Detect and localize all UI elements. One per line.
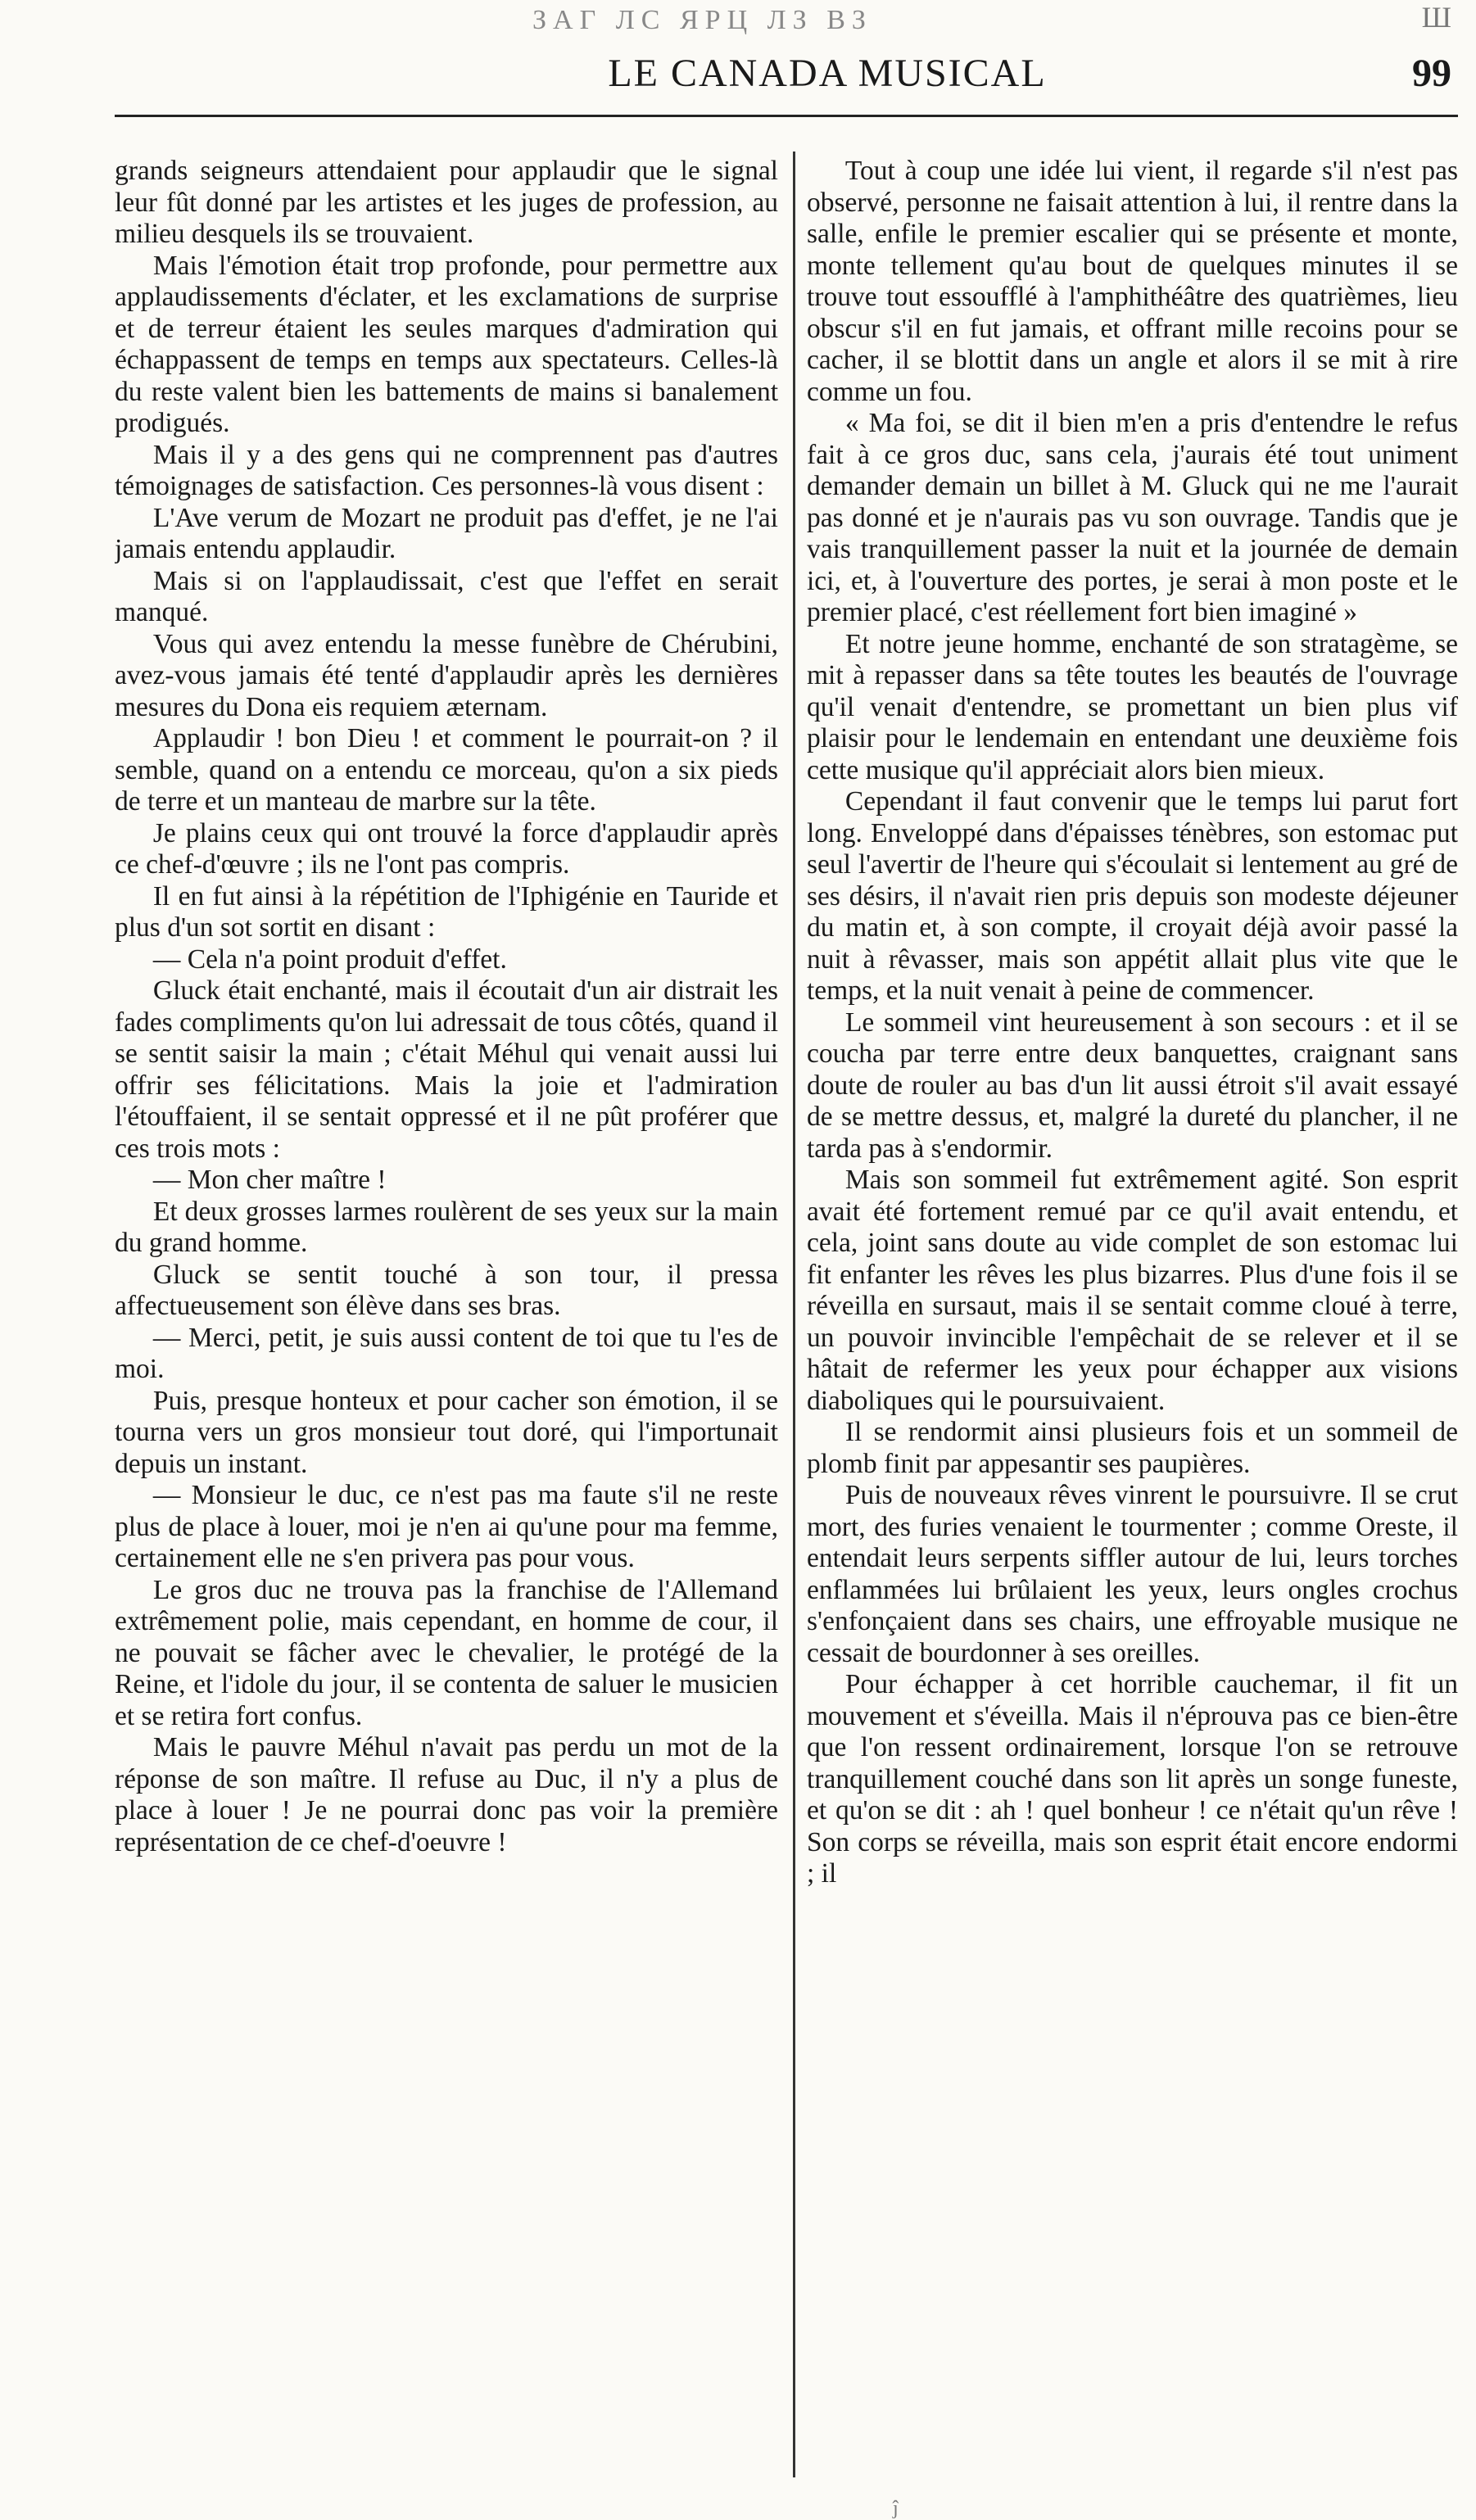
paragraph: Pour échapper à cet horrible cauchemar, il fit un mouvement et s'éveilla. Mais il n'éprouva pas ce bien-être que l'on ressent ordinairement, lorsque l'on se retrouve tranquillement couché dans son lit après un songe funeste, et qu'on se dit : ah ! quel bonheur ! ce n'était qu'un rêve ! Son corps se réveilla, mais son esprit était encore endormi ; il	[807, 1669, 1458, 1889]
paragraph: Il se rendormit ainsi plusieurs fois et un sommeil de plomb finit par appesantir ses paupières.	[807, 1417, 1458, 1479]
paragraph: Gluck se sentit touché à son tour, il pressa affectueusement son élève dans ses bras.	[115, 1259, 778, 1321]
paragraph: Cependant il faut convenir que le temps lui parut fort long. Enveloppé dans d'épaisses ténèbres, son estomac put seul l'avertir de l'heure qui s'écoulait si lentement au gré de ses désirs, il n'avait rien pris depuis son modeste déjeuner du matin et, à son compte, il croyait déjà avoir passé la nuit à rêvasser, mais son appétit allait plus vite que le temps, et la nuit venait à peine de commencer.	[807, 786, 1458, 1006]
paragraph: Puis de nouveaux rêves vinrent le poursuivre. Il se crut mort, des furies venaient le tourmenter ; comme Oreste, il entendait leurs serpents siffler autour de lui, leurs torches enflammées lui brûlaient les yeux, leurs ongles crochus s'enfonçaient dans ses chairs, une effroyable musique ne cessait de bourdonner à ses oreilles.	[807, 1480, 1458, 1668]
paragraph: « Ma foi, se dit il bien m'en a pris d'entendre le refus fait à ce gros duc, sans cela, j'aurais été tout uniment demander demain un billet à M. Gluck qui ne me l'aurait pas donné et je n'aurais pas vu son ouvrage. Tandis que je vais tranquillement passer la nuit et la journée de demain ici, et, à l'ouverture des portes, je serai à mon poste et le premier placé, c'est réellement fort bien imaginé »	[807, 408, 1458, 627]
paragraph: Le gros duc ne trouva pas la franchise de l'Allemand extrêmement polie, mais cependant, en homme de cour, il ne pouvait se fâcher avec le chevalier, le protégé de la Reine, et l'idole du jour, il se contenta de saluer le musicien et se retira fort confus.	[115, 1574, 778, 1731]
paragraph: Mais il y a des gens qui ne comprennent pas d'autres témoignages de satisfaction. Ces personnes-là vous disent :	[115, 439, 778, 501]
paragraph: Et notre jeune homme, enchanté de son stratagème, se mit à repasser dans sa tête toutes les beautés de l'ouvrage qu'il venait d'entendre, se promettant un bien plus vif plaisir pour le lendemain en entendant une deuxième fois cette musique qu'il appréciait alors bien mieux.	[807, 628, 1458, 785]
paragraph: Mais l'émotion était trop profonde, pour permettre aux applaudissements d'éclater, et les exclamations de surprise et de terreur étaient les seules marques d'admiration qui échappassent de temps en temps aux spectateurs. Celles-là du reste valent bien les battements de mains si banalement prodigués.	[115, 250, 778, 438]
paragraph: Vous qui avez entendu la messe funèbre de Chérubini, avez-vous jamais été tenté d'applaudir après les dernières mesures du Dona eis requiem æternam.	[115, 628, 778, 722]
paragraph: Mais si on l'applaudissait, c'est que l'effet en serait manqué.	[115, 565, 778, 627]
left-column	[115, 156, 778, 2490]
paragraph: Gluck était enchanté, mais il écoutait d'un air distrait les fades compliments qu'on lui adressait de tous côtés, quand il se sentit saisir la main ; c'était Méhul qui venait aussi lui offrir ses félicitations. Mais la joie et l'admiration l'étouffaient, il se sentait oppressé et il ne pût proférer que ces trois mots :	[115, 975, 778, 1164]
paragraph: Et deux grosses larmes roulèrent de ses yeux sur la main du grand homme.	[115, 1196, 778, 1258]
footer-mark: ĵ	[893, 2498, 899, 2519]
right-column	[807, 156, 1458, 2490]
paragraph: Le sommeil vint heureusement à son secours : et il se coucha par terre entre deux banquettes, craignant sans doute de rouler au bas d'un lit aussi étroit s'il avait essayé de se mettre dessus, et, malgré la dureté du plancher, il ne tarda pas à s'endormir.	[807, 1007, 1458, 1164]
page-number: 99	[1412, 52, 1451, 95]
paragraph: Puis, presque honteux et pour cacher son émotion, il se tourna vers un gros monsieur tout doré, qui l'importunait depuis un instant.	[115, 1385, 778, 1479]
paragraph: Applaudir ! bon Dieu ! et comment le pourrait-on ? il semble, quand on a entendu ce morceau, qu'on a six pieds de terre et un manteau de marbre sur la tête.	[115, 723, 778, 817]
paragraph: — Monsieur le duc, ce n'est pas ma faute s'il ne reste plus de place à louer, moi je n'en ai qu'une pour ma femme, certainement elle ne s'en privera pas pour vous.	[115, 1480, 778, 1573]
paragraph: — Mon cher maître !	[152, 1165, 387, 1195]
paragraph: Tout à coup une idée lui vient, il regarde s'il n'est pas observé, personne ne faisait attention à lui, il rentre dans la salle, enfile le premier escalier qui se présente et monte, monte tellement qu'au bout de quelques minutes il se trouve tout essoufflé à l'amphithéâtre des quatrièmes, lieu obscur s'il en fut jamais, et offrant mille recoins pour se cacher, il se blottit dans un angle et alors il se mit à rire comme un fou.	[807, 156, 1458, 407]
top-right-mark: Ш	[1421, 1, 1451, 34]
header-rule	[115, 115, 1458, 117]
paragraph: Mais son sommeil fut extrêmement agité. Son esprit avait été fortement remué par ce qu'il avait entendu, et cela, joint sans doute au vide complet de son estomac lui fit enfanter les rêves les plus bizarres. Plus d'une fois il se réveilla en sursaut, mais il se sentait comme cloué à terre, un pouvoir invincible l'empêchait de se relever et il se hâtait de refermer les yeux pour échapper aux visions diaboliques qui le poursuivaient.	[807, 1165, 1458, 1416]
paragraph: grands seigneurs attendaient pour applaudir que le signal leur fût donné par les artistes et les juges de profession, au milieu desquels ils se trouvaient.	[115, 156, 778, 249]
page-title: LE CANADA MUSICAL	[608, 52, 1047, 95]
top-scan-noise: ЗАГ ЛС ЯРЦ ЛЗ ВЗ	[532, 5, 872, 35]
column-divider	[793, 152, 795, 2477]
paragraph: Mais le pauvre Méhul n'avait pas perdu un mot de la réponse de son maître. Il refuse au Duc, il n'y a plus de place à louer ! Je ne pourrai donc pas voir la première représentation de ce chef-d'oeuvre !	[115, 1732, 778, 1857]
paragraph: — Merci, petit, je suis aussi content de toi que tu l'es de moi.	[115, 1322, 778, 1384]
paragraph: — Cela n'a point produit d'effet.	[152, 943, 507, 975]
paragraph: L'Ave verum de Mozart ne produit pas d'effet, je ne l'ai jamais entendu applaudir.	[115, 502, 778, 564]
paragraph: Je plains ceux qui ont trouvé la force d'applaudir après ce chef-d'œuvre ; ils ne l'ont pas compris.	[115, 817, 778, 880]
paragraph: Il en fut ainsi à la répétition de l'Iphigénie en Tauride et plus d'un sot sortit en disant :	[115, 880, 778, 943]
